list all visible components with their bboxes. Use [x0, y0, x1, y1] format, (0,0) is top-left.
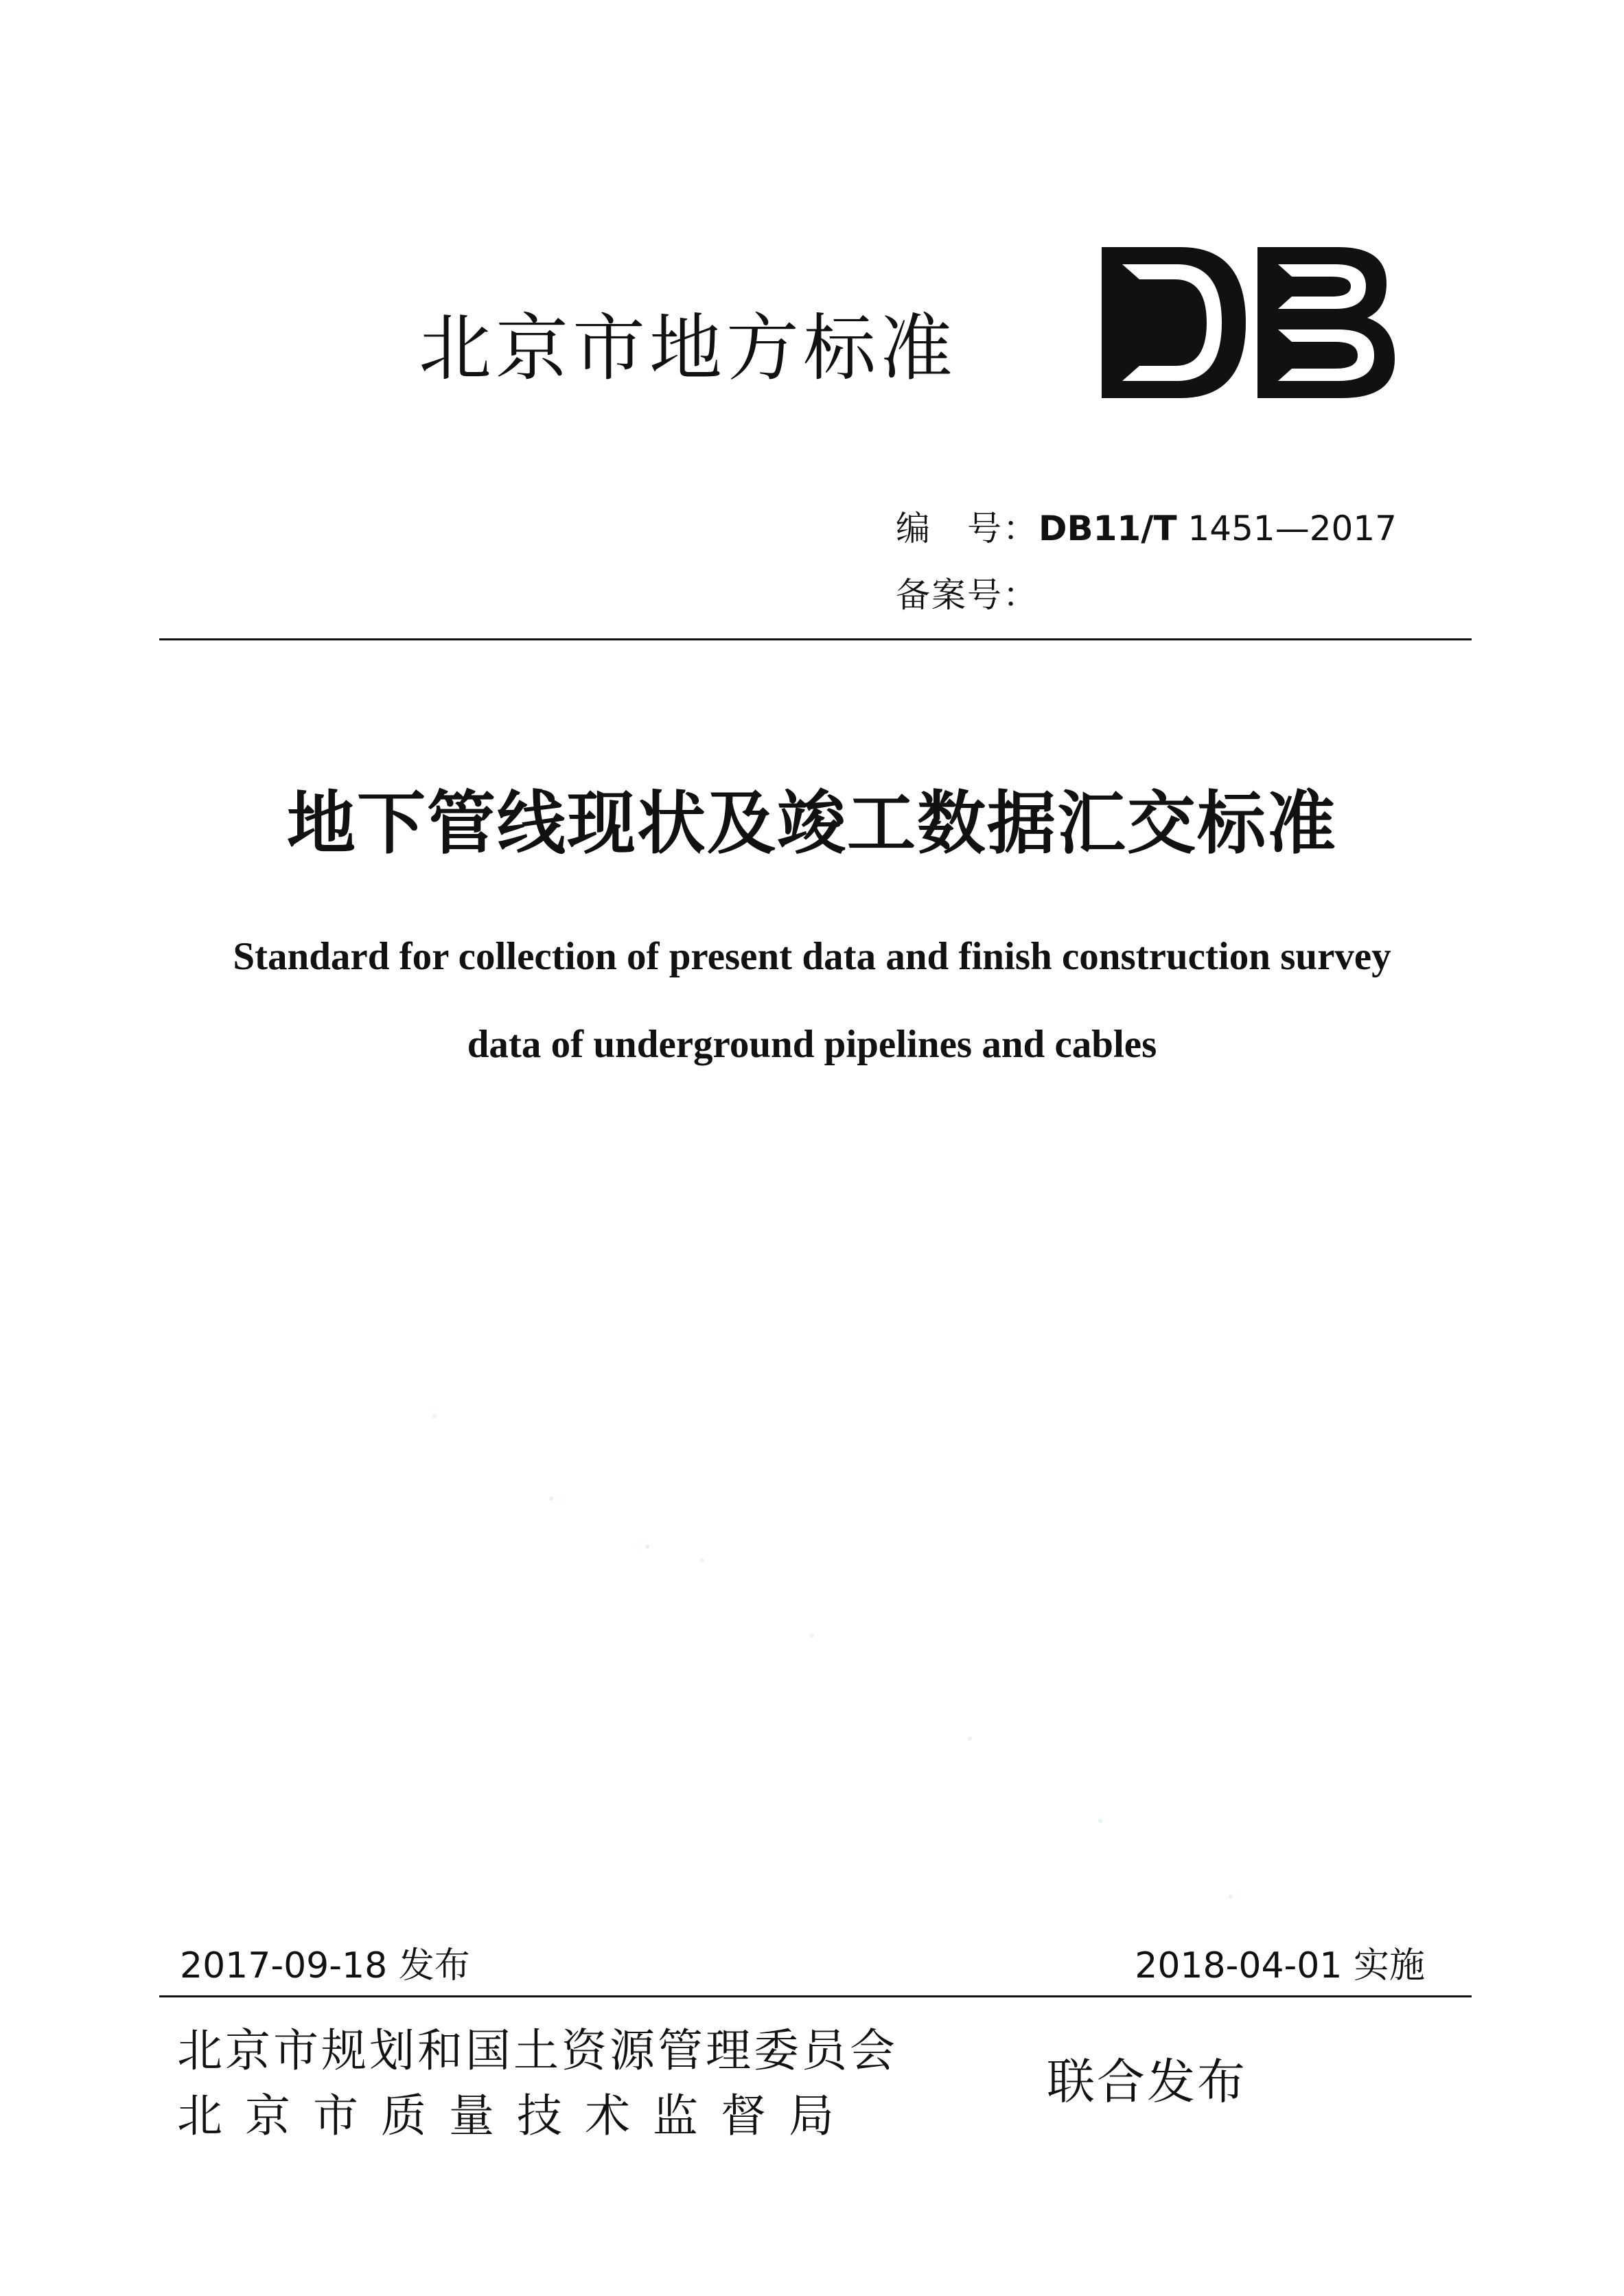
title-english-line-2: data of underground pipelines and cables [467, 1023, 1157, 1066]
joint-issue-label: 联合发布 [1047, 2054, 1247, 2110]
record-number-label: 备案号： [896, 575, 1039, 615]
publish-date: 2017-09-18 发布 [180, 1945, 470, 1986]
db-logo [1098, 244, 1400, 402]
top-divider [159, 638, 1472, 640]
title-english-line-1: Standard for collection of present data and finish construction survey [233, 935, 1391, 978]
issuer-quality-bureau: 北京市质量技术监督局 [177, 2089, 857, 2142]
standard-number-label: 编 号： [896, 509, 1039, 548]
standard-number-code: DB11/T [1039, 509, 1177, 548]
issuer-planning-commission: 北京市规划和国土资源管理委员会 [177, 2024, 898, 2077]
db-logo-letter-b [1257, 247, 1395, 398]
standard-number-value: 1451—2017 [1176, 509, 1397, 548]
record-number-line [896, 575, 1039, 615]
implement-date: 2018-04-01 实施 [1135, 1945, 1425, 1986]
db-logo-letter-d [1102, 247, 1246, 398]
title-chinese: 地下管线现状及竣工数据汇交标准 [287, 783, 1337, 863]
bottom-divider [159, 1995, 1472, 1997]
standard-type-heading: 北京市地方标准 [419, 306, 957, 391]
standard-number-line [896, 511, 1397, 546]
